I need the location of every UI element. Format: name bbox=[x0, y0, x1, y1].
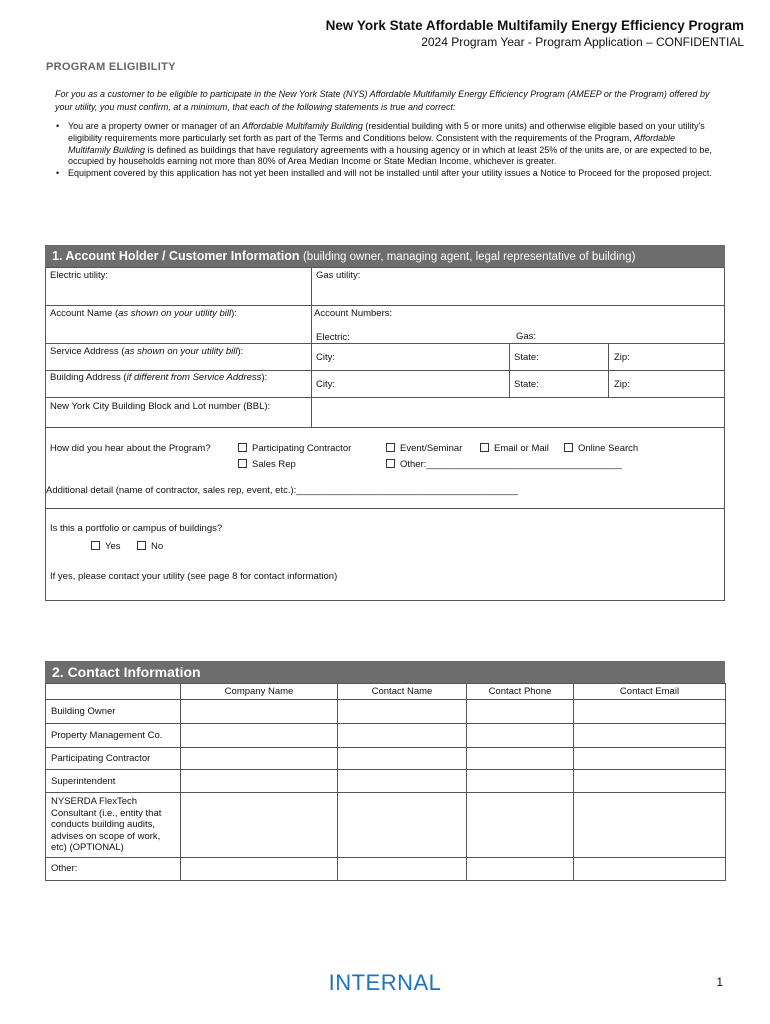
service-state-label: State: bbox=[514, 352, 539, 363]
eligibility-intro: For you as a customer to be eligible to participate in the New York State (NYS) Affordable Multifamily Energy Efficiency Program (AMEEP or the Program) offered by your utility, you must confirm, at a minimum, that each of the following statements is true and correct: bbox=[55, 89, 710, 112]
portfolio-block bbox=[45, 508, 725, 601]
column-header: Company Name bbox=[181, 684, 338, 700]
service-address-label: Service Address (as shown on your utility bill): bbox=[50, 346, 244, 357]
page-number: 1 bbox=[716, 975, 723, 989]
eligibility-bullet-2: • Equipment covered by this application has not yet been installed and will not be installed until after your utility issues a Notice to Proceed for the proposed project. bbox=[55, 168, 715, 180]
table-row bbox=[46, 700, 726, 724]
row-label: NYSERDA FlexTech Consultant (i.e., entity that conducts building audits, advises on scope of work, etc) (OPTIONAL) bbox=[46, 793, 181, 858]
option-other[interactable]: Other:_____________________________________ bbox=[386, 459, 622, 470]
row-label: Building Owner bbox=[46, 700, 181, 724]
eligibility-heading: PROGRAM ELIGIBILITY bbox=[46, 61, 176, 73]
option-event-seminar[interactable]: Event/Seminar bbox=[386, 443, 462, 454]
contact-table bbox=[45, 683, 726, 881]
table-header-row bbox=[46, 684, 726, 700]
checkbox[interactable] bbox=[238, 459, 247, 468]
column-header: Contact Name bbox=[338, 684, 467, 700]
checkbox[interactable] bbox=[137, 541, 146, 550]
option-online-search[interactable]: Online Search bbox=[564, 443, 638, 454]
column-header: Contact Email bbox=[574, 684, 726, 700]
option-participating-contractor[interactable]: Participating Contractor bbox=[238, 443, 351, 454]
building-city-label: City: bbox=[316, 379, 335, 390]
referral-block bbox=[45, 427, 725, 509]
row-label: Other: bbox=[46, 858, 181, 881]
checkbox[interactable] bbox=[238, 443, 247, 452]
gas-account-label: Gas: bbox=[516, 331, 537, 342]
eligibility-list bbox=[55, 121, 715, 180]
checkbox[interactable] bbox=[480, 443, 489, 452]
checkbox[interactable] bbox=[386, 443, 395, 452]
document-subtitle: 2024 Program Year - Program Application – CONFIDENTIAL bbox=[421, 35, 744, 49]
account-numbers-label: Account Numbers: bbox=[314, 308, 393, 319]
document-title: New York State Affordable Multifamily Energy Efficiency Program bbox=[325, 18, 744, 33]
row-label: Participating Contractor bbox=[46, 748, 181, 770]
option-sales-rep[interactable]: Sales Rep bbox=[238, 459, 296, 470]
checkbox[interactable] bbox=[386, 459, 395, 468]
checkbox[interactable] bbox=[91, 541, 100, 550]
building-state-label: State: bbox=[514, 379, 539, 390]
service-zip-label: Zip: bbox=[614, 352, 630, 363]
column-header: Contact Phone bbox=[467, 684, 574, 700]
portfolio-note: If yes, please contact your utility (see page 8 for contact information) bbox=[50, 571, 338, 582]
electric-utility-label: Electric utility: bbox=[50, 270, 109, 281]
option-email-mail[interactable]: Email or Mail bbox=[480, 443, 549, 454]
bbl-label: New York City Building Block and Lot number (BBL): bbox=[50, 401, 271, 412]
account-name-label: Account Name (as shown on your utility bill): bbox=[50, 308, 237, 319]
portfolio-yes[interactable]: Yes bbox=[91, 541, 121, 552]
internal-label: INTERNAL bbox=[328, 970, 442, 995]
row-label: Property Management Co. bbox=[46, 724, 181, 748]
referral-question: How did you hear about the Program? bbox=[50, 443, 211, 454]
eligibility-bullet-1: • You are a property owner or manager of an Affordable Multifamily Building (residential building with 5 or more units) and otherwise eligible based on your utility's eligibility requirements more particularly set forth as part of the Terms and Conditions below. Consistent with the requirements of the Program, Affordable Multifamily Building is defined as buildings that have regulatory agreements with a housing agency or in which at least 25% of the units are, or are expected to be, occupied by households earning not more than 80% of Area Median Income or State Median Income, whichever is greater. bbox=[55, 121, 715, 168]
additional-detail-field[interactable]: Additional detail (name of contractor, sales rep, event, etc.):__________________________________________ bbox=[46, 485, 519, 496]
section1-header: 1. Account Holder / Customer Information (building owner, managing agent, legal representative of building) bbox=[45, 245, 725, 268]
row-label: Superintendent bbox=[46, 770, 181, 793]
electric-account-label: Electric: bbox=[316, 332, 350, 343]
portfolio-no[interactable]: No bbox=[137, 541, 163, 552]
table-row bbox=[46, 724, 726, 748]
building-zip-label: Zip: bbox=[614, 379, 630, 390]
section2-header: 2. Contact Information bbox=[45, 661, 725, 684]
table-row bbox=[46, 770, 726, 793]
checkbox[interactable] bbox=[564, 443, 573, 452]
portfolio-question: Is this a portfolio or campus of buildings? bbox=[50, 523, 223, 534]
table-row bbox=[46, 858, 726, 881]
service-city-label: City: bbox=[316, 352, 335, 363]
building-address-label: Building Address (if different from Service Address): bbox=[50, 372, 268, 383]
gas-utility-label: Gas utility: bbox=[316, 270, 361, 281]
table-row bbox=[46, 748, 726, 770]
table-row bbox=[46, 793, 726, 858]
column-header bbox=[46, 684, 181, 700]
